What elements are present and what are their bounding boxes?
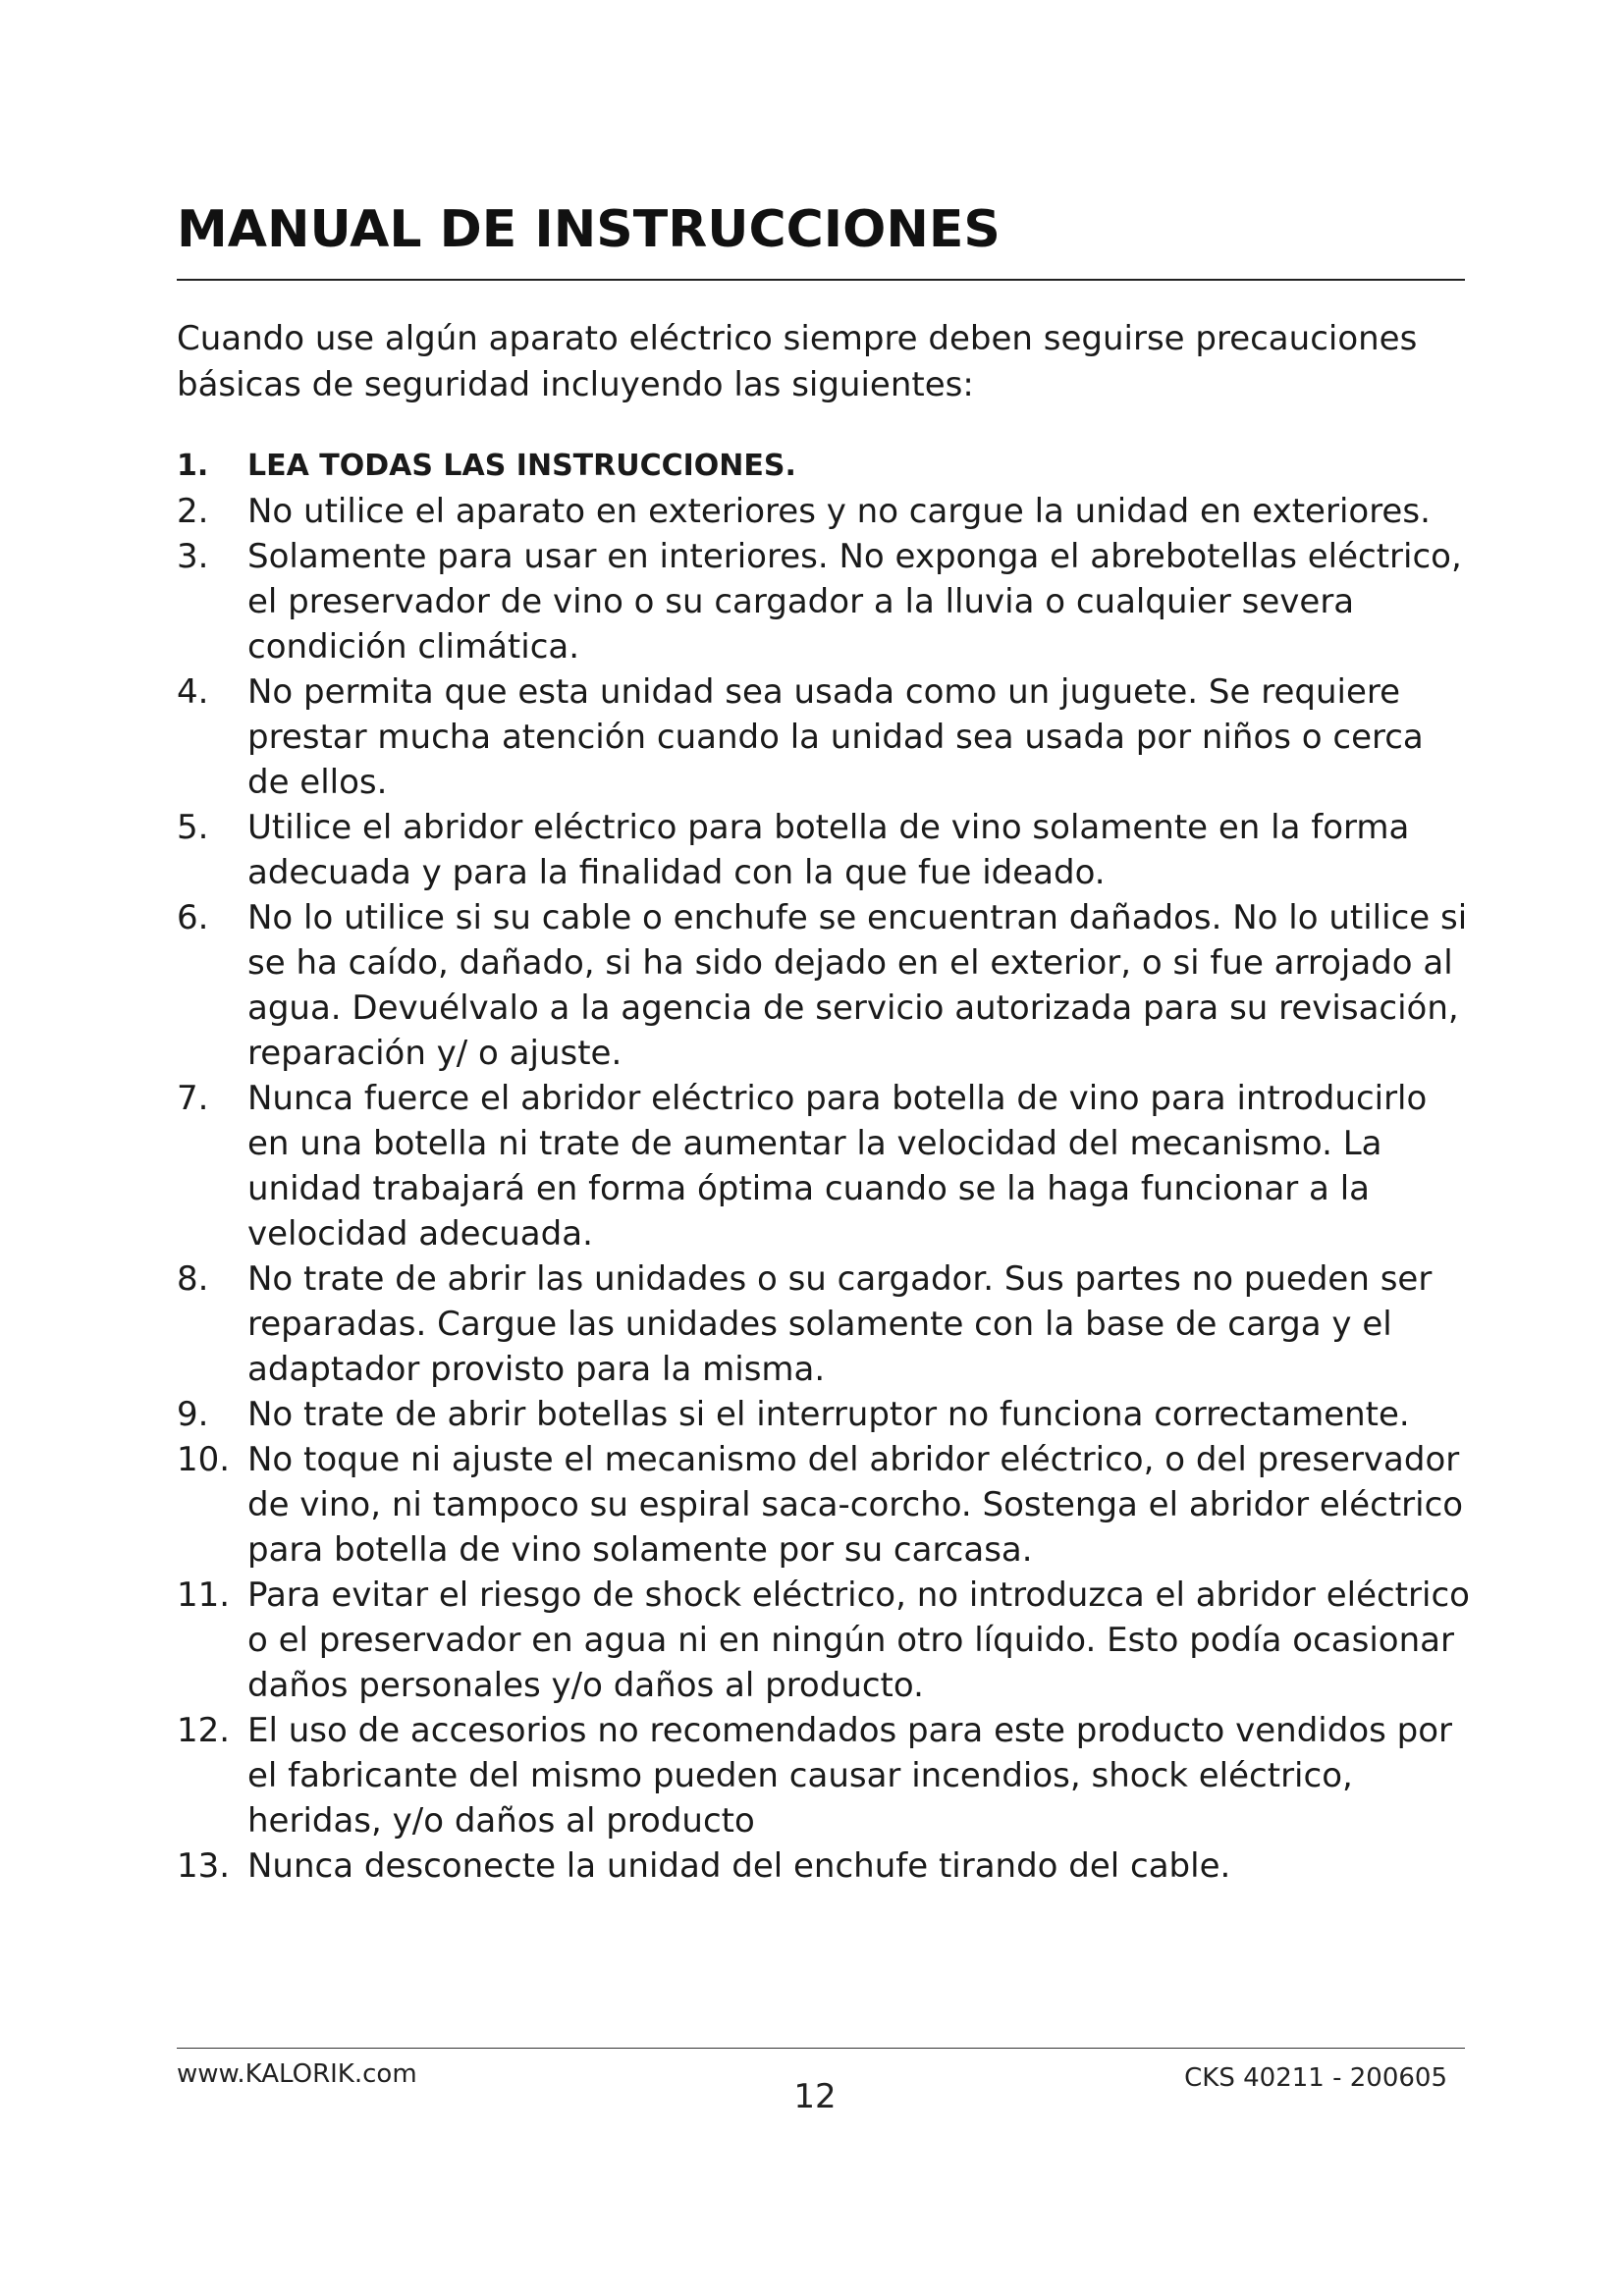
list-item-text: Nunca fuerce el abridor eléctrico para botella de vino para introducirlo en una botella ni trate de aumentar la velocidad del mecanismo. La unidad trabajará en forma óptima cuando se la haga funcionar a la velocidad adecuada. bbox=[247, 1079, 1428, 1254]
list-item bbox=[177, 1256, 1473, 1392]
list-item-number: 11. bbox=[177, 1575, 231, 1615]
list-item bbox=[177, 669, 1473, 805]
list-item-text: No toque ni ajuste el mecanismo del abridor eléctrico, o del preservador de vino, ni tampoco su espiral saca-corcho. Sostenga el abridor eléctrico para botella de vino solamente por su carcasa. bbox=[247, 1440, 1464, 1570]
list-item-text: LEA TODAS LAS INSTRUCCIONES. bbox=[247, 449, 796, 483]
intro-paragraph: Cuando use algún aparato eléctrico siempre deben seguirse precauciones básicas de seguridad incluyendo las siguientes: bbox=[177, 319, 1418, 404]
list-item-number: 7. bbox=[177, 1079, 209, 1118]
list-item bbox=[177, 1076, 1473, 1256]
list-item-number: 9. bbox=[177, 1395, 209, 1434]
list-item bbox=[177, 489, 1473, 534]
page-title: MANUAL DE INSTRUCCIONES bbox=[177, 200, 1001, 259]
list-item-number: 6. bbox=[177, 898, 209, 937]
list-item-text: No lo utilice si su cable o enchufe se encuentran dañados. No lo utilice si se ha caído, dañado, si ha sido dejado en el exterior, o si fue arrojado al agua. Devuélvalo a la agencia de servicio autorizada para su revisación, reparación y/ o ajuste. bbox=[247, 898, 1468, 1073]
list-item-number: 2. bbox=[177, 492, 209, 531]
list-item-text: No trate de abrir botellas si el interruptor no funciona correctamente. bbox=[247, 1395, 1410, 1434]
list-item-text: No trate de abrir las unidades o su cargador. Sus partes no pueden ser reparadas. Cargue las unidades solamente con la base de carga y el adaptador provisto para la misma. bbox=[247, 1259, 1433, 1389]
list-item-text: No utilice el aparato en exteriores y no cargue la unidad en exteriores. bbox=[247, 492, 1431, 531]
footer-divider bbox=[177, 2048, 1465, 2049]
list-item bbox=[177, 1708, 1473, 1843]
list-item-number: 4. bbox=[177, 672, 209, 712]
list-item-number: 10. bbox=[177, 1440, 231, 1479]
instructions-list bbox=[177, 444, 1473, 1889]
page-number: 12 bbox=[793, 2077, 837, 2116]
list-item bbox=[177, 895, 1473, 1076]
list-item-text: No permita que esta unidad sea usada como un juguete. Se requiere prestar mucha atención cuando la unidad sea usada por niños o cerca de ellos. bbox=[247, 672, 1424, 802]
list-item bbox=[177, 1437, 1473, 1573]
list-item-number: 13. bbox=[177, 1846, 231, 1886]
list-item-text: Para evitar el riesgo de shock eléctrico, no introduzca el abridor eléctrico o el preservador en agua ni en ningún otro líquido. Esto podía ocasionar daños personales y/o daños al producto. bbox=[247, 1575, 1470, 1705]
list-item-number: 3. bbox=[177, 537, 209, 576]
list-item-number: 8. bbox=[177, 1259, 209, 1299]
title-divider bbox=[177, 279, 1465, 281]
list-item bbox=[177, 1392, 1473, 1437]
list-item bbox=[177, 1573, 1473, 1708]
list-item bbox=[177, 444, 1473, 489]
list-item-text: Nunca desconecte la unidad del enchufe tirando del cable. bbox=[247, 1846, 1231, 1886]
list-item bbox=[177, 1843, 1473, 1889]
list-item-number: 12. bbox=[177, 1711, 231, 1750]
list-item bbox=[177, 805, 1473, 895]
footer-website: www.KALORIK.com bbox=[177, 2059, 417, 2089]
list-item bbox=[177, 534, 1473, 669]
list-item-text: Utilice el abridor eléctrico para botella de vino solamente en la forma adecuada y para la finalidad con la que fue ideado. bbox=[247, 808, 1410, 892]
list-item-text: Solamente para usar en interiores. No exponga el abrebotellas eléctrico, el preservador de vino o su cargador a la lluvia o cualquier severa condición climática. bbox=[247, 537, 1462, 667]
list-item-text: El uso de accesorios no recomendados para este producto vendidos por el fabricante del mismo pueden causar incendios, shock eléctrico, heridas, y/o daños al producto bbox=[247, 1711, 1453, 1841]
list-item-number: 5. bbox=[177, 808, 209, 847]
list-item-number: 1. bbox=[177, 449, 209, 483]
footer-model-code: CKS 40211 - 200605 bbox=[1184, 2063, 1447, 2093]
